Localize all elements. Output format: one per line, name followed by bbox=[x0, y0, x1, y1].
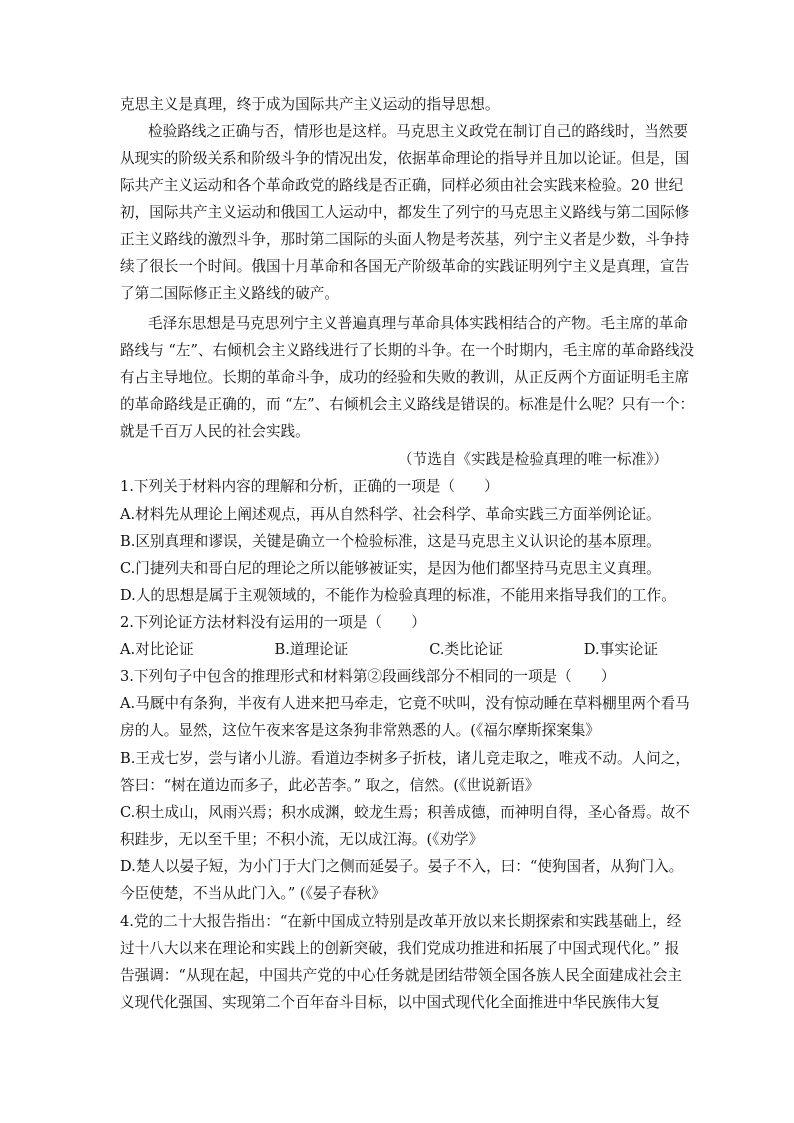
question-4-line: 告强调：“从现在起，中国共产党的中心任务就是团结带领全国各族人民全面建成社会主 bbox=[120, 967, 683, 984]
question-2-option-d: D.事实论证 bbox=[583, 641, 658, 658]
paragraph-line: 续了很长一个时间。俄国十月革命和各国无产阶级革命的实践证明列宁主义是真理，宣告 bbox=[120, 258, 690, 275]
question-2-option-c: C.类比论证 bbox=[429, 641, 503, 658]
question-2-option-a: A.对比论证 bbox=[120, 641, 194, 658]
question-3-stem: 3.下列句子中包含的推理形式和材料第②段画线部分不相同的一项是（ ） bbox=[120, 668, 616, 685]
question-3-option-d: D.楚人以晏子短，为小门于大门之侧而延晏子。晏子不入，曰：“使狗国者，从狗门入。 bbox=[120, 858, 684, 875]
question-3-option-c-cont: 积跬步，无以至千里；不积小流，无以成江海。(《劝学》 bbox=[120, 831, 484, 848]
paragraph-line: 有占主导地位。长期的革命斗争，成功的经验和失败的教训，从正反两个方面证明毛主席 bbox=[120, 369, 690, 386]
question-1-option-a: A.材料先从理论上阐述观点，再从自然科学、社会科学、革命实践三方面举例论证。 bbox=[120, 506, 661, 523]
question-1-option-b: B.区别真理和谬误，关键是确立一个检验标准，这是马克思主义认识论的基本原理。 bbox=[120, 533, 661, 550]
question-3-option-d-cont: 今臣使楚，不当从此门入。” (《晏子春秋》 bbox=[120, 885, 386, 902]
paragraph-line: 检验路线之正确与否，情形也是这样。马克思主义政党在制订自己的路线时，当然要 bbox=[148, 123, 688, 140]
question-2-options bbox=[120, 637, 658, 663]
paragraph-line: 毛泽东思想是马克思列宁主义普遍真理与革命具体实践相结合的产物。毛主席的革命 bbox=[148, 315, 688, 332]
paragraph-line: 际共产主义运动和各个革命政党的路线是否正确，同样必须由社会实践来检验。20 世纪 bbox=[120, 177, 684, 194]
paragraph-line: 从现实的阶级关系和阶级斗争的情况出发，依据革命理论的指导并且加以论证。但是，国 bbox=[120, 150, 690, 167]
question-2-stem: 2.下列论证方法材料没有运用的一项是（ ） bbox=[120, 614, 426, 631]
paragraph-line: 了第二国际修正主义路线的破产。 bbox=[120, 285, 339, 302]
question-1-option-c: C.门捷列夫和哥白尼的理论之所以能够被证实，是因为他们都坚持马克思主义真理。 bbox=[120, 560, 661, 577]
question-4-line: 4.党的二十大报告指出：“在新中国成立特别是改革开放以来长期探索和实践基础上，经 bbox=[120, 913, 682, 930]
question-3-option-b-cont: 答曰：“树在道边而多子，此必苦李。” 取之，信然。(《世说新语》 bbox=[120, 777, 540, 794]
paragraph-line: 就是千百万人民的社会实践。 bbox=[120, 423, 310, 440]
paragraph-line: 正主义路线的激烈斗争，那时第二国际的头面人物是考茨基，列宁主义者是少数，斗争持 bbox=[120, 231, 690, 248]
question-1-option-d: D.人的思想是属于主观领域的，不能作为检验真理的标准，不能用来指导我们的工作。 bbox=[120, 587, 676, 604]
question-2-option-b: B.道理论证 bbox=[274, 641, 349, 658]
question-3-option-c: C.积土成山，风雨兴焉；积水成渊，蛟龙生焉；积善成德，而神明自得，圣心备焉。故不 bbox=[120, 804, 690, 821]
question-1-stem: 1.下列关于材料内容的理解和分析，正确的一项是（ ） bbox=[120, 478, 499, 495]
question-4-line: 义现代化强国、实现第二个百年奋斗目标，以中国式现代化全面推进中华民族伟大复 bbox=[120, 994, 660, 1011]
question-3-option-a: A.马厩中有条狗，半夜有人进来把马牵走，它竟不吠叫，没有惊动睡在草料棚里两个看马 bbox=[120, 695, 690, 712]
paragraph-line: 克思主义是真理，终于成为国际共产主义运动的指导思想。 bbox=[120, 96, 500, 113]
paragraph-line: 路线与 “左”、右倾机会主义路线进行了长期的斗争。在一个时期内，毛主席的革命路线没 bbox=[120, 342, 695, 359]
question-3-option-b: B.王戎七岁，尝与诸小儿游。看道边李树多子折枝，诸儿竞走取之，唯戎不动。人问之， bbox=[120, 750, 690, 767]
question-4-line: 过十八大以来在理论和实践上的创新突破，我们党成功推进和拓展了中国式现代化。” 报 bbox=[120, 940, 680, 957]
paragraph-line: 初，国际共产主义运动和俄国工人运动中，都发生了列宁的马克思主义路线与第二国际修 bbox=[120, 204, 690, 221]
question-3-option-a-cont: 房的人。显然，这位午夜来客是这条狗非常熟悉的人。(《福尔摩斯探案集》 bbox=[120, 722, 600, 739]
source-citation: （节选自《实践是检验真理的唯一标准》） bbox=[398, 451, 668, 468]
paragraph-line: 的革命路线是正确的，而 “左”、右倾机会主义路线是错误的。标准是什么呢？只有一个： bbox=[120, 396, 695, 413]
